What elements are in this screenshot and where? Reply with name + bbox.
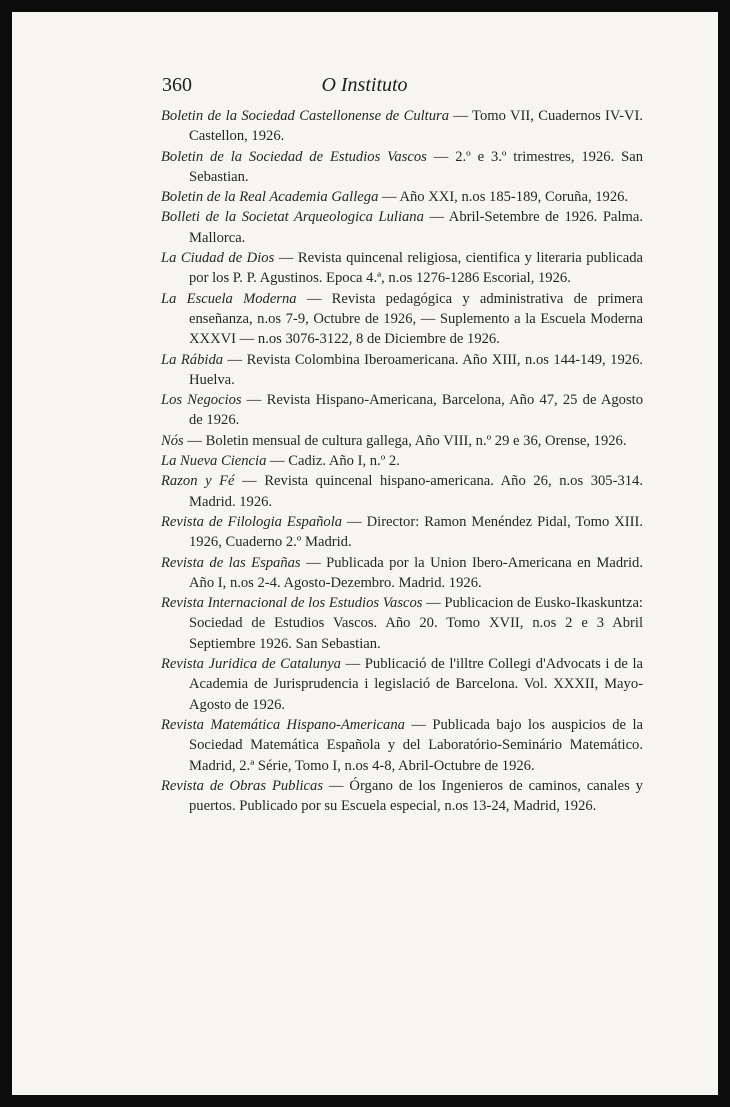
periodical-details: — Boletin mensual de cultura gallega, Año VIII, n.º 29 e 36, Orense, 1926. xyxy=(183,432,627,449)
periodical-details: — Publicació de l'illtre Collegi d'Advocats i de la Academia de Jurisprudencia i legislació de Barcelona. Vol. XXXII, Mayo-Agosto de 1926. xyxy=(189,656,643,713)
periodical-title: Boletin de la Sociedad Castellonense de Cultura xyxy=(161,108,449,124)
list-item xyxy=(161,471,643,512)
periodical-title: Revista Matemática Hispano-Americana xyxy=(161,716,405,733)
list-item xyxy=(161,207,643,248)
list-item xyxy=(161,654,643,715)
list-item xyxy=(161,451,643,471)
periodical-title: Razon y Fé xyxy=(161,473,235,490)
list-item xyxy=(161,147,643,188)
list-item xyxy=(161,776,643,817)
running-title: O Instituto xyxy=(321,74,408,96)
periodical-title: Bolleti de la Societat Arqueologica Luliana xyxy=(161,209,424,226)
periodical-details: — Año XXI, n.os 185-189, Coruña, 1926. xyxy=(378,189,629,206)
list-item xyxy=(161,187,643,207)
list-item xyxy=(161,715,643,776)
periodical-title: Los Negocios xyxy=(161,392,242,409)
periodical-title: La Rábida xyxy=(161,351,224,368)
list-item xyxy=(161,248,643,289)
periodicals-list xyxy=(161,106,643,816)
list-item xyxy=(161,390,643,431)
periodical-details: — Revista quincenal religiosa, cientifica y literaria publicada por los P. P. Agustinos. Epoca 4.ª, n.os 1276-1286 Escorial, 1926. xyxy=(189,250,643,287)
periodical-details: — Órgano de los Ingenieros de caminos, canales y puertos. Publicado por su Escuela especial, n.os 13-24, Madrid, 1926. xyxy=(189,777,643,815)
periodical-title: Revista de las Españas xyxy=(161,554,301,571)
list-item xyxy=(161,512,643,553)
periodical-details: — Director: Ramon Menéndez Pidal, Tomo XIII. 1926, Cuaderno 2.º Madrid. xyxy=(189,513,643,551)
periodical-details: — Publicada por la Union Ibero-Americana en Madrid. Año I, n.os 2-4. Agosto-Dezembro. Madrid. 1926. xyxy=(189,554,643,591)
periodical-details: — Publicacion de Eusko-Ikaskuntza: Sociedad de Estudios Vascos. Año 20. Tomo XVII, n.os 2 e 3 Abril Septiembre 1926. San Sebastian. xyxy=(189,595,643,652)
periodical-title: Boletin de la Real Academia Gallega xyxy=(161,189,379,206)
periodical-title: Nós xyxy=(161,432,184,449)
page-number: 360 xyxy=(162,74,192,96)
periodical-title: Revista Internacional de los Estudios Vascos xyxy=(161,595,423,612)
book-page xyxy=(12,12,718,1095)
list-item xyxy=(161,593,643,654)
list-item xyxy=(161,350,643,391)
page-header xyxy=(162,74,567,102)
periodical-details: — 2.º e 3.º trimestres, 1926. San Sebastian. xyxy=(189,148,643,185)
periodical-details: — Revista quincenal hispano-americana. Año 26, n.os 305-314. Madrid. 1926. xyxy=(189,473,644,510)
periodical-details: — Revista Colombina Iberoamericana. Año XIII, n.os 144-149, 1926. Huelva. xyxy=(189,351,644,388)
periodical-title: Revista de Obras Publicas xyxy=(161,777,324,794)
periodical-title: Revista Juridica de Catalunya xyxy=(161,656,341,673)
list-item xyxy=(161,431,643,451)
list-item xyxy=(161,553,643,594)
periodical-title: La Nueva Ciencia xyxy=(161,453,267,470)
periodical-details: — Cadiz. Año I, n.º 2. xyxy=(266,453,400,470)
list-item xyxy=(161,289,643,350)
list-item xyxy=(161,106,643,147)
periodical-title: La Ciudad de Dios xyxy=(161,250,275,267)
periodical-details: — Revista pedagógica y administrativa de primera enseñanza, n.os 7-9, Octubre de 1926, — Suplemento a la Escuela Moderna XXXVI — n.os 3076-3122, 8 de Diciembre de 1926. xyxy=(189,290,643,348)
periodical-title: Revista de Filologia Española xyxy=(161,513,343,530)
periodical-details: — Tomo VII, Cuadernos IV-VI. Castellon, 1926. xyxy=(189,108,643,145)
periodical-details: — Publicada bajo los auspicios de la Sociedad Matemática Española y del Laboratório-Seminário Matemático. Madrid, 2.ª Série, Tomo I, n.os 4-8, Abril-Octubre de 1926. xyxy=(189,716,643,774)
periodical-title: Boletin de la Sociedad de Estudios Vascos xyxy=(161,148,427,165)
periodical-title: La Escuela Moderna xyxy=(161,290,297,307)
periodical-details: — Abril-Setembre de 1926. Palma. Mallorca. xyxy=(189,209,643,246)
periodical-details: — Revista Hispano-Americana, Barcelona, Año 47, 25 de Agosto de 1926. xyxy=(189,392,643,429)
